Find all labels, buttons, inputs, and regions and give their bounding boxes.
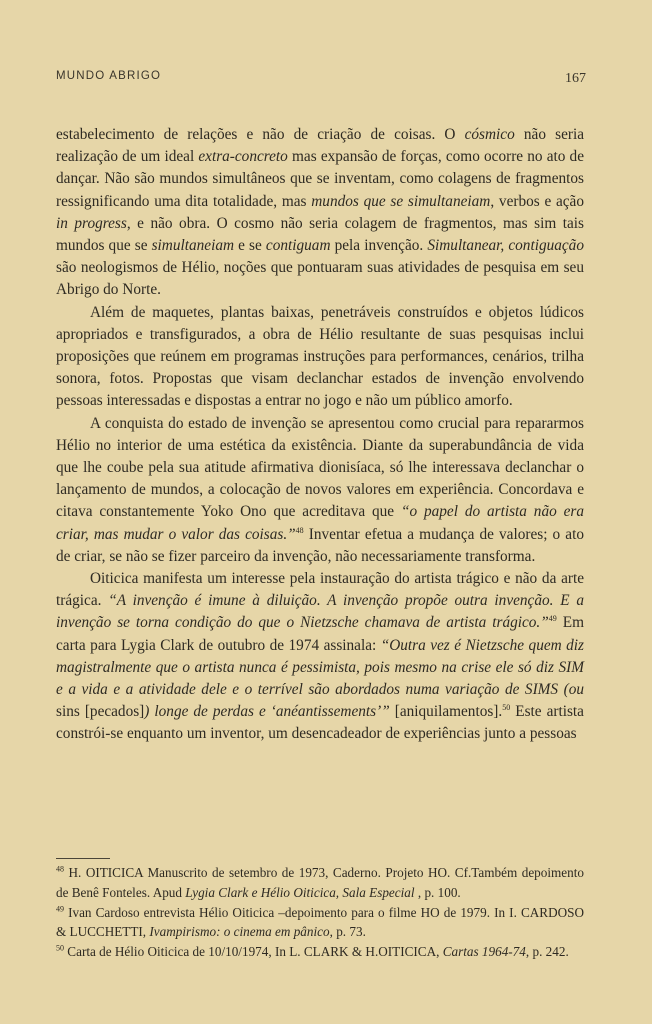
text-run: Inventar efetua a mudança de valores; o ato de criar, se não se fizer parceiro da invenção, não necessariamente transforma. [56,525,584,565]
text-run: pela invenção. [330,237,428,255]
text-run: H. OITICICA Manuscrito de setembro de 1973, Caderno. Projeto HO. Cf.Também depoimento de Benê Fonteles. Apud [56,865,584,900]
text-run: Este artista constrói-se enquanto um inventor, um desencadeador de experiências junto a pessoas [56,703,584,743]
footnote-marker: 50 [502,703,511,713]
italic-text: “Outra vez é Nietzsche quem diz magistralmente que o artista nunca é pessimista, pois mesmo na crise ele só diz SIM e a vida e a atividade dele e o terrível são abordados numa variação de SIMS (ou [56,636,584,699]
text-run: são neologismos de Hélio, noções que pontuaram suas atividades de pesquisa em seu Abrigo do Norte. [56,259,584,299]
paragraph-3 [56,413,584,568]
text-run: e se [234,237,266,255]
paragraph-4 [56,568,584,746]
text-run: A conquista do estado de invenção se apresentou como crucial para repararmos Hélio no interior de uma estética da existência. Diante da superabundância de vida que lhe coube pela sua atitude afirmativa dionisíaca, só lhe interessava declanchar o lançamento de mundos, a colocação de novos valores em experiência. Concordava e citava constantemente Yoko Ono que acreditava que [56,414,584,521]
footnote-marker: 49 [56,904,64,914]
italic-text: Simultanear, contiguação [427,237,584,255]
italic-text: “o papel do artista não era criar, mas mudar o valor das coisas.” [56,503,584,543]
text-run: , p. 100. [414,884,461,900]
italic-text: Cartas 1964-74 [442,944,526,960]
footnotes [56,863,584,962]
footnote-marker: 48 [295,525,304,535]
italic-text: cósmico [464,126,515,143]
paragraph-1 [56,124,584,302]
text-run: Carta de Hélio Oiticica de 10/10/1974, In L. CLARK & H.OITICICA, [64,944,443,960]
text-run: , p. 73. [329,924,366,940]
running-head: MUNDO ABRIGO [56,70,162,82]
italic-text: Lygia Clark e Hélio Oiticica, Sala Especial [185,884,415,900]
text-run: [aniquilamentos]. [389,703,503,721]
text-run: Além de maquetes, plantas baixas, penetráveis construídos e objetos lúdicos apropriados e transfigurados, a obra de Hélio resultante de suas pesquisas inclui proposições que reúnem em programas instruções para performances, cenários, trilha sonora, fotos. Propostas que visam declanchar estados de invenção envolvendo pessoas interessadas e dispostas a entrar no jogo e não um público amorfo. [56,303,584,410]
text-run: sins [pecados] [56,703,145,721]
italic-text: ) longe de perdas e ‘anéantissements’” [144,703,390,721]
italic-text: extra-concreto [198,148,288,166]
footnote-1 [56,863,584,903]
page-number: 167 [565,71,586,86]
footnote-marker: 49 [548,614,557,624]
footnote-marker: 48 [56,864,64,874]
italic-text: “A invenção é imune à diluição. A invenção propõe outra invenção. E a invenção se torna condição do que o Nietzsche chamava de artista trágico.” [56,592,585,632]
text-run: , p. 242. [525,944,569,960]
text-run: , e não obra. O cosmo não seria colagem de fragmentos, mas sim tais mundos que se [56,214,584,255]
text-run: mas expansão de forças, como ocorre no ato de dançar. Não são mundos simultâneos que se inventam, como colagens de fragmentos ressignificando uma dita totalidade, mas [56,148,584,210]
footnote-2 [56,903,584,943]
paragraph-2 [56,302,584,413]
text-run: Oiticica manifesta um interesse pela instauração do artista trágico e não da arte trágica. [56,570,584,610]
italic-text: simultaneiam [151,237,235,255]
footnote-3 [56,942,584,962]
text-run: Ivan Cardoso entrevista Hélio Oiticica –depoimento para o filme HO de 1979. In I. CARDOSO & LUCCHETTI, [56,904,584,940]
text-run: Em carta para Lygia Clark de outubro de 1974 assinala: [56,614,584,654]
footnote-marker: 50 [56,943,64,953]
italic-text: contiguam [265,237,331,255]
italic-text: mundos que se simultaneiam [311,192,491,210]
footnote-divider [56,858,110,859]
body-text [56,124,584,746]
italic-text: Ivampirismo: o cinema em pânico [149,924,330,940]
text-run: , verbos e ação [490,192,584,210]
italic-text: in progress [56,214,127,232]
text-run: estabelecimento de relações e não de criação de coisas. O [56,126,465,143]
text-run: não seria realização de um ideal [56,126,584,166]
